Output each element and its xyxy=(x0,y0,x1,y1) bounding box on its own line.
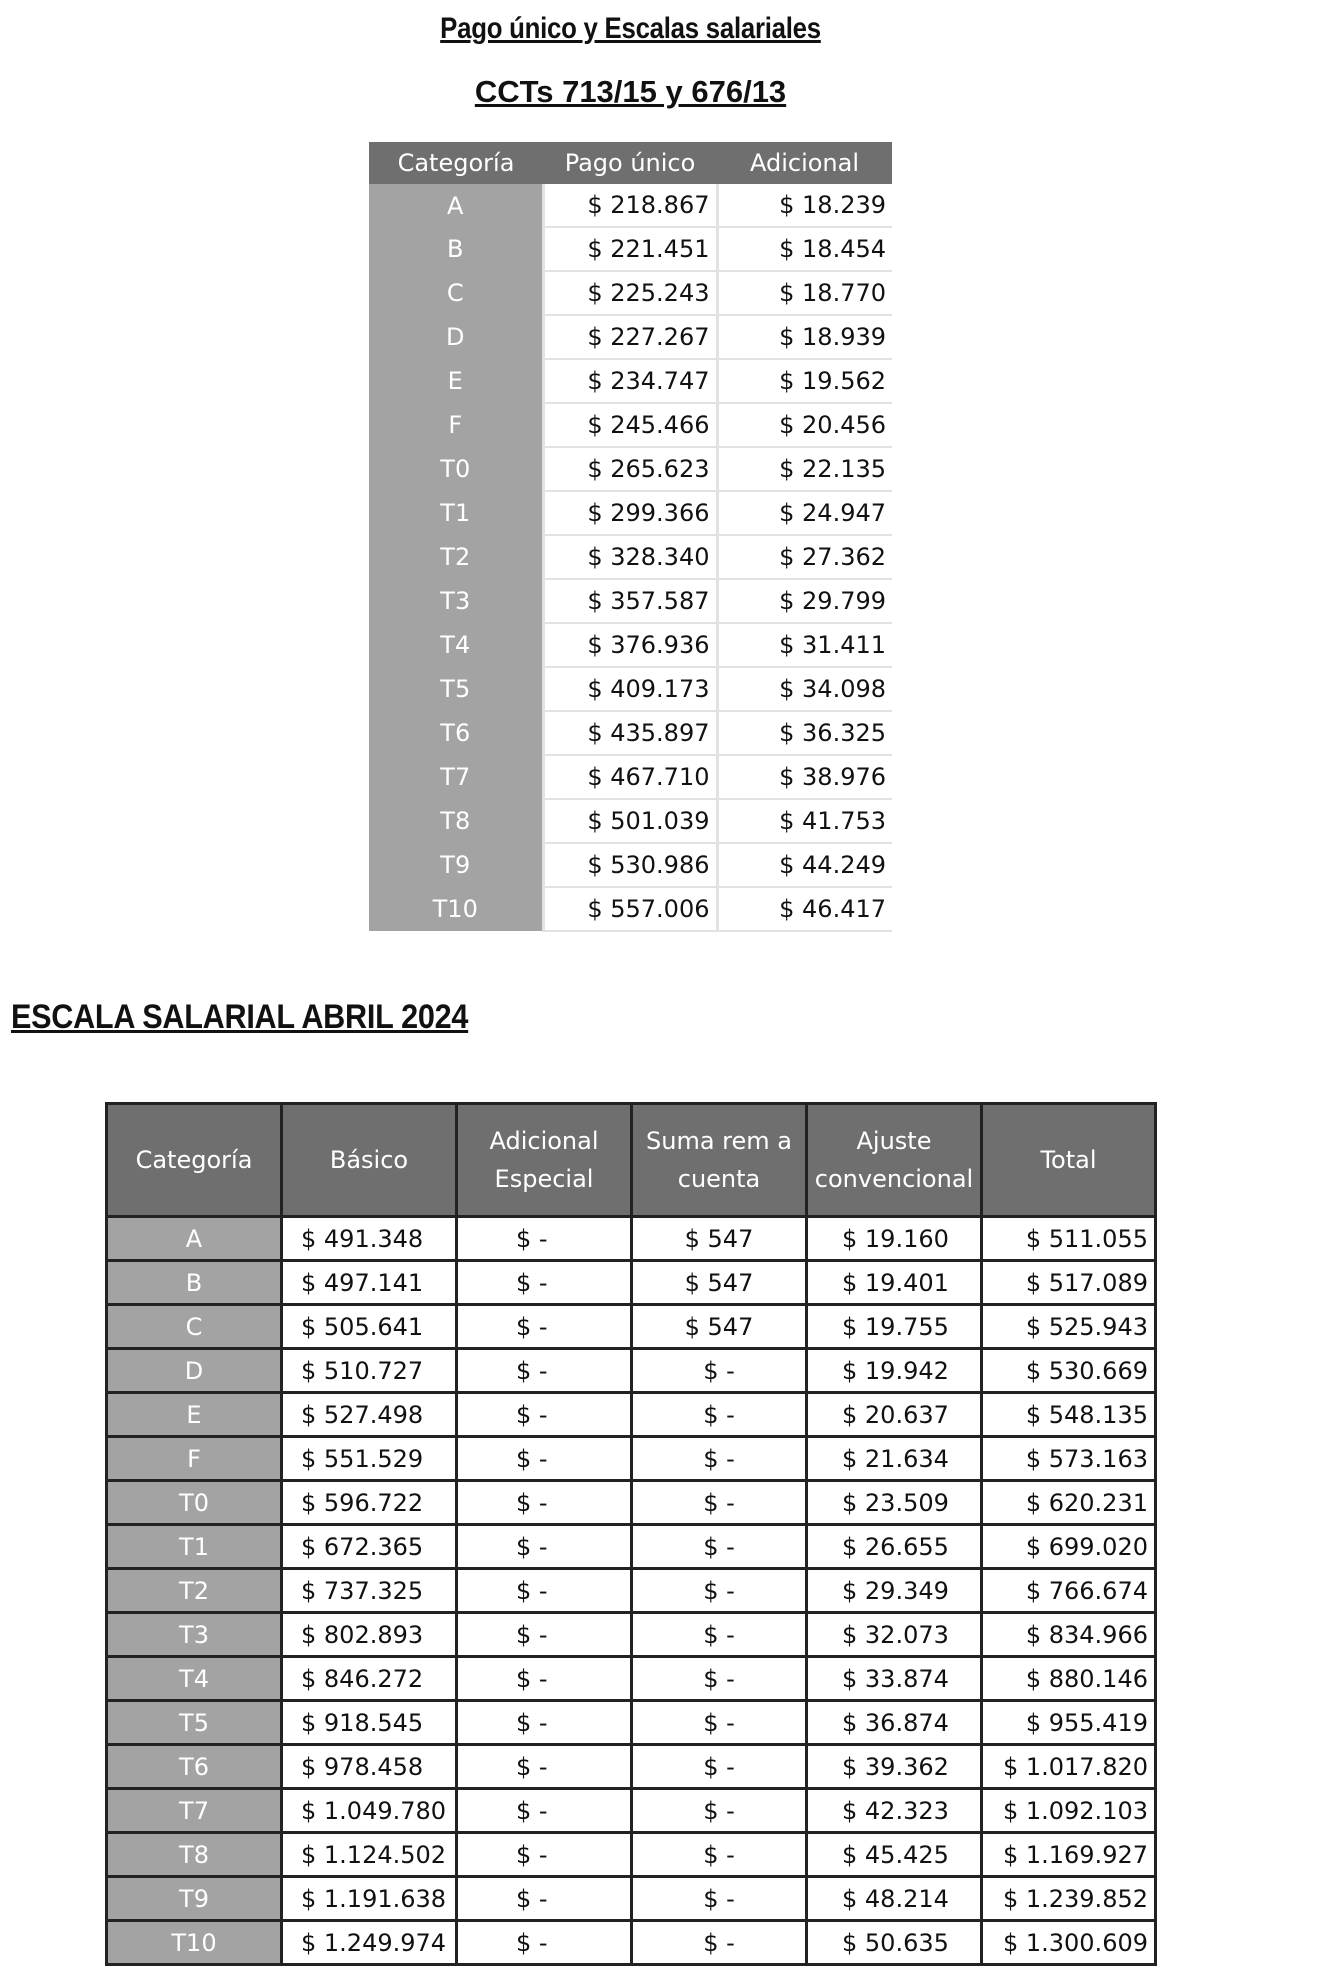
table-row xyxy=(107,1481,1156,1525)
table-row xyxy=(369,579,892,623)
table-row xyxy=(107,1393,1156,1437)
suma-rem-cell: $ - xyxy=(632,1569,807,1613)
adicional-especial-cell: $ - xyxy=(457,1349,632,1393)
suma-rem-cell: $ 547 xyxy=(632,1261,807,1305)
table-row xyxy=(107,1921,1156,1965)
adicional-especial-cell: $ - xyxy=(457,1701,632,1745)
table-row xyxy=(369,623,892,667)
category-cell: T3 xyxy=(107,1613,282,1657)
basico-cell: $ 527.498 xyxy=(282,1393,457,1437)
total-cell: $ 880.146 xyxy=(982,1657,1156,1701)
basico-cell: $ 672.365 xyxy=(282,1525,457,1569)
table-row xyxy=(107,1877,1156,1921)
table-row xyxy=(107,1305,1156,1349)
category-cell: T9 xyxy=(369,843,543,887)
table-row xyxy=(369,535,892,579)
header-categoria: Categoría xyxy=(107,1104,282,1217)
suma-rem-cell: $ 547 xyxy=(632,1217,807,1261)
total-cell: $ 1.092.103 xyxy=(982,1789,1156,1833)
pago-unico-table xyxy=(369,142,892,932)
category-cell: F xyxy=(107,1437,282,1481)
table-row xyxy=(107,1349,1156,1393)
suma-rem-cell: $ - xyxy=(632,1393,807,1437)
pago-unico-cell: $ 328.340 xyxy=(543,535,717,579)
category-cell: T0 xyxy=(107,1481,282,1525)
adicional-especial-cell: $ - xyxy=(457,1437,632,1481)
table-row xyxy=(369,887,892,931)
header-adicional-especial: Adicional Especial xyxy=(457,1104,632,1217)
category-cell: T5 xyxy=(107,1701,282,1745)
basico-cell: $ 1.124.502 xyxy=(282,1833,457,1877)
adicional-especial-cell: $ - xyxy=(457,1789,632,1833)
adicional-especial-cell: $ - xyxy=(457,1305,632,1349)
suma-rem-cell: $ - xyxy=(632,1437,807,1481)
table-row xyxy=(107,1657,1156,1701)
pago-unico-header-row xyxy=(369,142,892,184)
suma-rem-cell: $ - xyxy=(632,1525,807,1569)
adicional-especial-cell: $ - xyxy=(457,1217,632,1261)
category-cell: T2 xyxy=(107,1569,282,1613)
adicional-especial-cell: $ - xyxy=(457,1833,632,1877)
suma-rem-cell: $ - xyxy=(632,1789,807,1833)
ajuste-convencional-cell: $ 32.073 xyxy=(807,1613,982,1657)
pago-unico-cell: $ 376.936 xyxy=(543,623,717,667)
total-cell: $ 766.674 xyxy=(982,1569,1156,1613)
adicional-cell: $ 36.325 xyxy=(717,711,892,755)
table-row xyxy=(369,403,892,447)
ajuste-convencional-cell: $ 19.942 xyxy=(807,1349,982,1393)
suma-rem-cell: $ - xyxy=(632,1745,807,1789)
total-cell: $ 573.163 xyxy=(982,1437,1156,1481)
basico-cell: $ 918.545 xyxy=(282,1701,457,1745)
total-cell: $ 1.017.820 xyxy=(982,1745,1156,1789)
ajuste-convencional-cell: $ 19.401 xyxy=(807,1261,982,1305)
table-row xyxy=(369,667,892,711)
header-basico: Básico xyxy=(282,1104,457,1217)
ajuste-convencional-cell: $ 36.874 xyxy=(807,1701,982,1745)
total-cell: $ 511.055 xyxy=(982,1217,1156,1261)
total-cell: $ 525.943 xyxy=(982,1305,1156,1349)
table-row xyxy=(107,1261,1156,1305)
header-suma-rem-a-cuenta: Suma rem a cuenta xyxy=(632,1104,807,1217)
adicional-cell: $ 18.939 xyxy=(717,315,892,359)
total-cell: $ 620.231 xyxy=(982,1481,1156,1525)
table-row xyxy=(107,1217,1156,1261)
table-row xyxy=(107,1833,1156,1877)
table-row xyxy=(369,711,892,755)
category-cell: T2 xyxy=(369,535,543,579)
ajuste-convencional-cell: $ 21.634 xyxy=(807,1437,982,1481)
table-row xyxy=(369,359,892,403)
basico-cell: $ 510.727 xyxy=(282,1349,457,1393)
header-categoria: Categoría xyxy=(369,142,543,184)
adicional-especial-cell: $ - xyxy=(457,1745,632,1789)
category-cell: T8 xyxy=(369,799,543,843)
suma-rem-cell: $ - xyxy=(632,1877,807,1921)
category-cell: D xyxy=(107,1349,282,1393)
escala-salarial-title: ESCALA SALARIAL ABRIL 2024 xyxy=(11,998,469,1036)
category-cell: T9 xyxy=(107,1877,282,1921)
basico-cell: $ 497.141 xyxy=(282,1261,457,1305)
total-cell: $ 1.300.609 xyxy=(982,1921,1156,1965)
total-cell: $ 530.669 xyxy=(982,1349,1156,1393)
category-cell: F xyxy=(369,403,543,447)
adicional-especial-cell: $ - xyxy=(457,1613,632,1657)
table-row xyxy=(369,315,892,359)
header-total: Total xyxy=(982,1104,1156,1217)
ajuste-convencional-cell: $ 29.349 xyxy=(807,1569,982,1613)
pago-unico-cell: $ 467.710 xyxy=(543,755,717,799)
table-row xyxy=(107,1437,1156,1481)
adicional-cell: $ 18.239 xyxy=(717,184,892,227)
category-cell: T4 xyxy=(369,623,543,667)
category-cell: E xyxy=(107,1393,282,1437)
adicional-cell: $ 41.753 xyxy=(717,799,892,843)
adicional-cell: $ 44.249 xyxy=(717,843,892,887)
category-cell: T10 xyxy=(369,887,543,931)
category-cell: T10 xyxy=(107,1921,282,1965)
total-cell: $ 1.169.927 xyxy=(982,1833,1156,1877)
category-cell: T1 xyxy=(369,491,543,535)
table-row xyxy=(107,1789,1156,1833)
basico-cell: $ 491.348 xyxy=(282,1217,457,1261)
ajuste-convencional-cell: $ 33.874 xyxy=(807,1657,982,1701)
category-cell: B xyxy=(107,1261,282,1305)
basico-cell: $ 802.893 xyxy=(282,1613,457,1657)
pago-unico-cell: $ 409.173 xyxy=(543,667,717,711)
adicional-especial-cell: $ - xyxy=(457,1393,632,1437)
suma-rem-cell: $ - xyxy=(632,1833,807,1877)
category-cell: T6 xyxy=(369,711,543,755)
category-cell: T8 xyxy=(107,1833,282,1877)
adicional-cell: $ 18.770 xyxy=(717,271,892,315)
adicional-cell: $ 31.411 xyxy=(717,623,892,667)
ajuste-convencional-cell: $ 48.214 xyxy=(807,1877,982,1921)
basico-cell: $ 1.249.974 xyxy=(282,1921,457,1965)
ajuste-convencional-cell: $ 50.635 xyxy=(807,1921,982,1965)
category-cell: T4 xyxy=(107,1657,282,1701)
pago-unico-cell: $ 221.451 xyxy=(543,227,717,271)
table-row xyxy=(369,184,892,227)
category-cell: T1 xyxy=(107,1525,282,1569)
category-cell: E xyxy=(369,359,543,403)
pago-unico-cell: $ 530.986 xyxy=(543,843,717,887)
category-cell: C xyxy=(369,271,543,315)
pago-unico-cell: $ 225.243 xyxy=(543,271,717,315)
adicional-cell: $ 19.562 xyxy=(717,359,892,403)
suma-rem-cell: $ - xyxy=(632,1481,807,1525)
escala-header-row xyxy=(107,1104,1156,1217)
escala-salarial-table xyxy=(105,1102,1157,1966)
table-row xyxy=(107,1613,1156,1657)
basico-cell: $ 505.641 xyxy=(282,1305,457,1349)
total-cell: $ 834.966 xyxy=(982,1613,1156,1657)
table-row xyxy=(369,799,892,843)
adicional-cell: $ 27.362 xyxy=(717,535,892,579)
table-row xyxy=(369,843,892,887)
ajuste-convencional-cell: $ 19.755 xyxy=(807,1305,982,1349)
basico-cell: $ 596.722 xyxy=(282,1481,457,1525)
document-subtitle: CCTs 713/15 y 676/13 xyxy=(474,74,787,109)
pago-unico-cell: $ 227.267 xyxy=(543,315,717,359)
total-cell: $ 517.089 xyxy=(982,1261,1156,1305)
basico-cell: $ 551.529 xyxy=(282,1437,457,1481)
table-row xyxy=(107,1569,1156,1613)
pago-unico-cell: $ 357.587 xyxy=(543,579,717,623)
table-row xyxy=(107,1745,1156,1789)
category-cell: T3 xyxy=(369,579,543,623)
ajuste-convencional-cell: $ 20.637 xyxy=(807,1393,982,1437)
category-cell: T0 xyxy=(369,447,543,491)
category-cell: T6 xyxy=(107,1745,282,1789)
table-row xyxy=(369,447,892,491)
suma-rem-cell: $ 547 xyxy=(632,1305,807,1349)
total-cell: $ 548.135 xyxy=(982,1393,1156,1437)
basico-cell: $ 1.049.780 xyxy=(282,1789,457,1833)
suma-rem-cell: $ - xyxy=(632,1701,807,1745)
adicional-cell: $ 22.135 xyxy=(717,447,892,491)
adicional-cell: $ 38.976 xyxy=(717,755,892,799)
basico-cell: $ 846.272 xyxy=(282,1657,457,1701)
header-pago-unico: Pago único xyxy=(543,142,717,184)
suma-rem-cell: $ - xyxy=(632,1349,807,1393)
adicional-especial-cell: $ - xyxy=(457,1481,632,1525)
total-cell: $ 1.239.852 xyxy=(982,1877,1156,1921)
basico-cell: $ 737.325 xyxy=(282,1569,457,1613)
pago-unico-cell: $ 299.366 xyxy=(543,491,717,535)
ajuste-convencional-cell: $ 45.425 xyxy=(807,1833,982,1877)
table-row xyxy=(369,227,892,271)
basico-cell: $ 1.191.638 xyxy=(282,1877,457,1921)
category-cell: A xyxy=(107,1217,282,1261)
suma-rem-cell: $ - xyxy=(632,1921,807,1965)
category-cell: D xyxy=(369,315,543,359)
pago-unico-cell: $ 218.867 xyxy=(543,184,717,227)
table-row xyxy=(107,1525,1156,1569)
category-cell: T7 xyxy=(369,755,543,799)
table-row xyxy=(107,1701,1156,1745)
pago-unico-cell: $ 234.747 xyxy=(543,359,717,403)
ajuste-convencional-cell: $ 42.323 xyxy=(807,1789,982,1833)
adicional-especial-cell: $ - xyxy=(457,1877,632,1921)
suma-rem-cell: $ - xyxy=(632,1657,807,1701)
table-row xyxy=(369,755,892,799)
adicional-cell: $ 20.456 xyxy=(717,403,892,447)
category-cell: C xyxy=(107,1305,282,1349)
adicional-especial-cell: $ - xyxy=(457,1657,632,1701)
total-cell: $ 699.020 xyxy=(982,1525,1156,1569)
category-cell: B xyxy=(369,227,543,271)
pago-unico-cell: $ 265.623 xyxy=(543,447,717,491)
total-cell: $ 955.419 xyxy=(982,1701,1156,1745)
table-row xyxy=(369,271,892,315)
document-title: Pago único y Escalas salariales xyxy=(440,12,821,45)
header-ajuste-convencional: Ajuste convencional xyxy=(807,1104,982,1217)
pago-unico-cell: $ 245.466 xyxy=(543,403,717,447)
adicional-especial-cell: $ - xyxy=(457,1921,632,1965)
adicional-cell: $ 18.454 xyxy=(717,227,892,271)
adicional-cell: $ 46.417 xyxy=(717,887,892,931)
ajuste-convencional-cell: $ 23.509 xyxy=(807,1481,982,1525)
table-row xyxy=(369,491,892,535)
ajuste-convencional-cell: $ 39.362 xyxy=(807,1745,982,1789)
adicional-especial-cell: $ - xyxy=(457,1525,632,1569)
pago-unico-cell: $ 557.006 xyxy=(543,887,717,931)
category-cell: T7 xyxy=(107,1789,282,1833)
basico-cell: $ 978.458 xyxy=(282,1745,457,1789)
ajuste-convencional-cell: $ 26.655 xyxy=(807,1525,982,1569)
suma-rem-cell: $ - xyxy=(632,1613,807,1657)
ajuste-convencional-cell: $ 19.160 xyxy=(807,1217,982,1261)
pago-unico-cell: $ 501.039 xyxy=(543,799,717,843)
adicional-cell: $ 29.799 xyxy=(717,579,892,623)
pago-unico-cell: $ 435.897 xyxy=(543,711,717,755)
adicional-cell: $ 34.098 xyxy=(717,667,892,711)
category-cell: A xyxy=(369,184,543,227)
category-cell: T5 xyxy=(369,667,543,711)
adicional-especial-cell: $ - xyxy=(457,1261,632,1305)
adicional-cell: $ 24.947 xyxy=(717,491,892,535)
adicional-especial-cell: $ - xyxy=(457,1569,632,1613)
header-adicional: Adicional xyxy=(717,142,892,184)
